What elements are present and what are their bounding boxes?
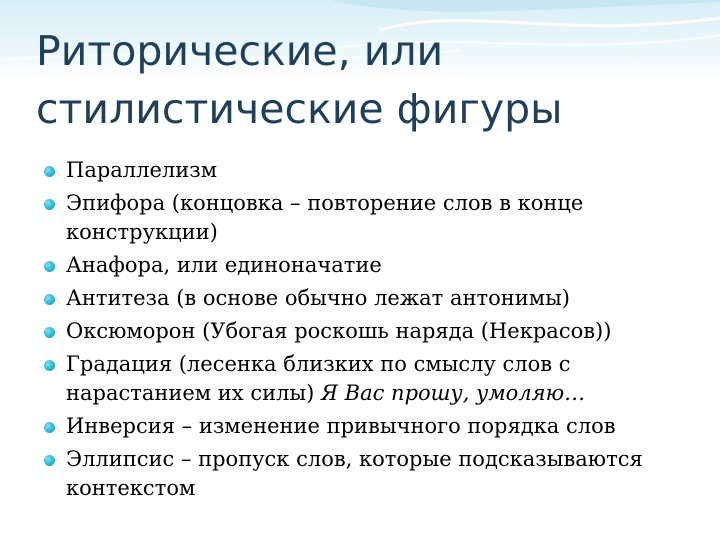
bullet-dot-icon [44,360,55,371]
list-item [44,412,694,441]
bullet-dot-icon [44,422,55,433]
bullet-text: Параллелизм [66,158,218,182]
bullet-text: Градация (лесенка близких по смыслу слов с нарастанием их силы) [66,352,571,405]
bullet-text: Антитеза (в основе обычно лежат антонимы) [66,286,570,310]
list-item [44,284,694,313]
bullet-text: Эллипсис – пропуск слов, которые подсказываются контекстом [66,447,643,500]
bullet-text: Эпифора (концовка – повторение слов в конце конструкции) [66,191,584,244]
list-item [44,317,694,346]
bullet-dot-icon [44,166,55,177]
bullet-dot-icon [44,327,55,338]
list-item [44,445,694,503]
list-item [44,156,694,185]
title-line-2: стилистические фигуры [36,85,563,133]
bullet-dot-icon [44,261,55,272]
list-item [44,251,694,280]
slide-title [36,22,696,138]
title-line-1: Риторические, или [36,27,444,75]
bullet-text: Анафора, или единоначатие [66,253,382,277]
list-item [44,350,694,408]
list-item [44,189,694,247]
bullet-dot-icon [44,455,55,466]
bullet-dot-icon [44,294,55,305]
bullet-list [44,156,694,507]
bullet-text: Инверсия – изменение привычного порядка слов [66,414,616,438]
bullet-dot-icon [44,199,55,210]
bullet-text: Оксюморон (Убогая роскошь наряда (Некрасов)) [66,319,612,343]
bullet-example-italic: Я Вас прошу, умоляю… [321,381,586,405]
